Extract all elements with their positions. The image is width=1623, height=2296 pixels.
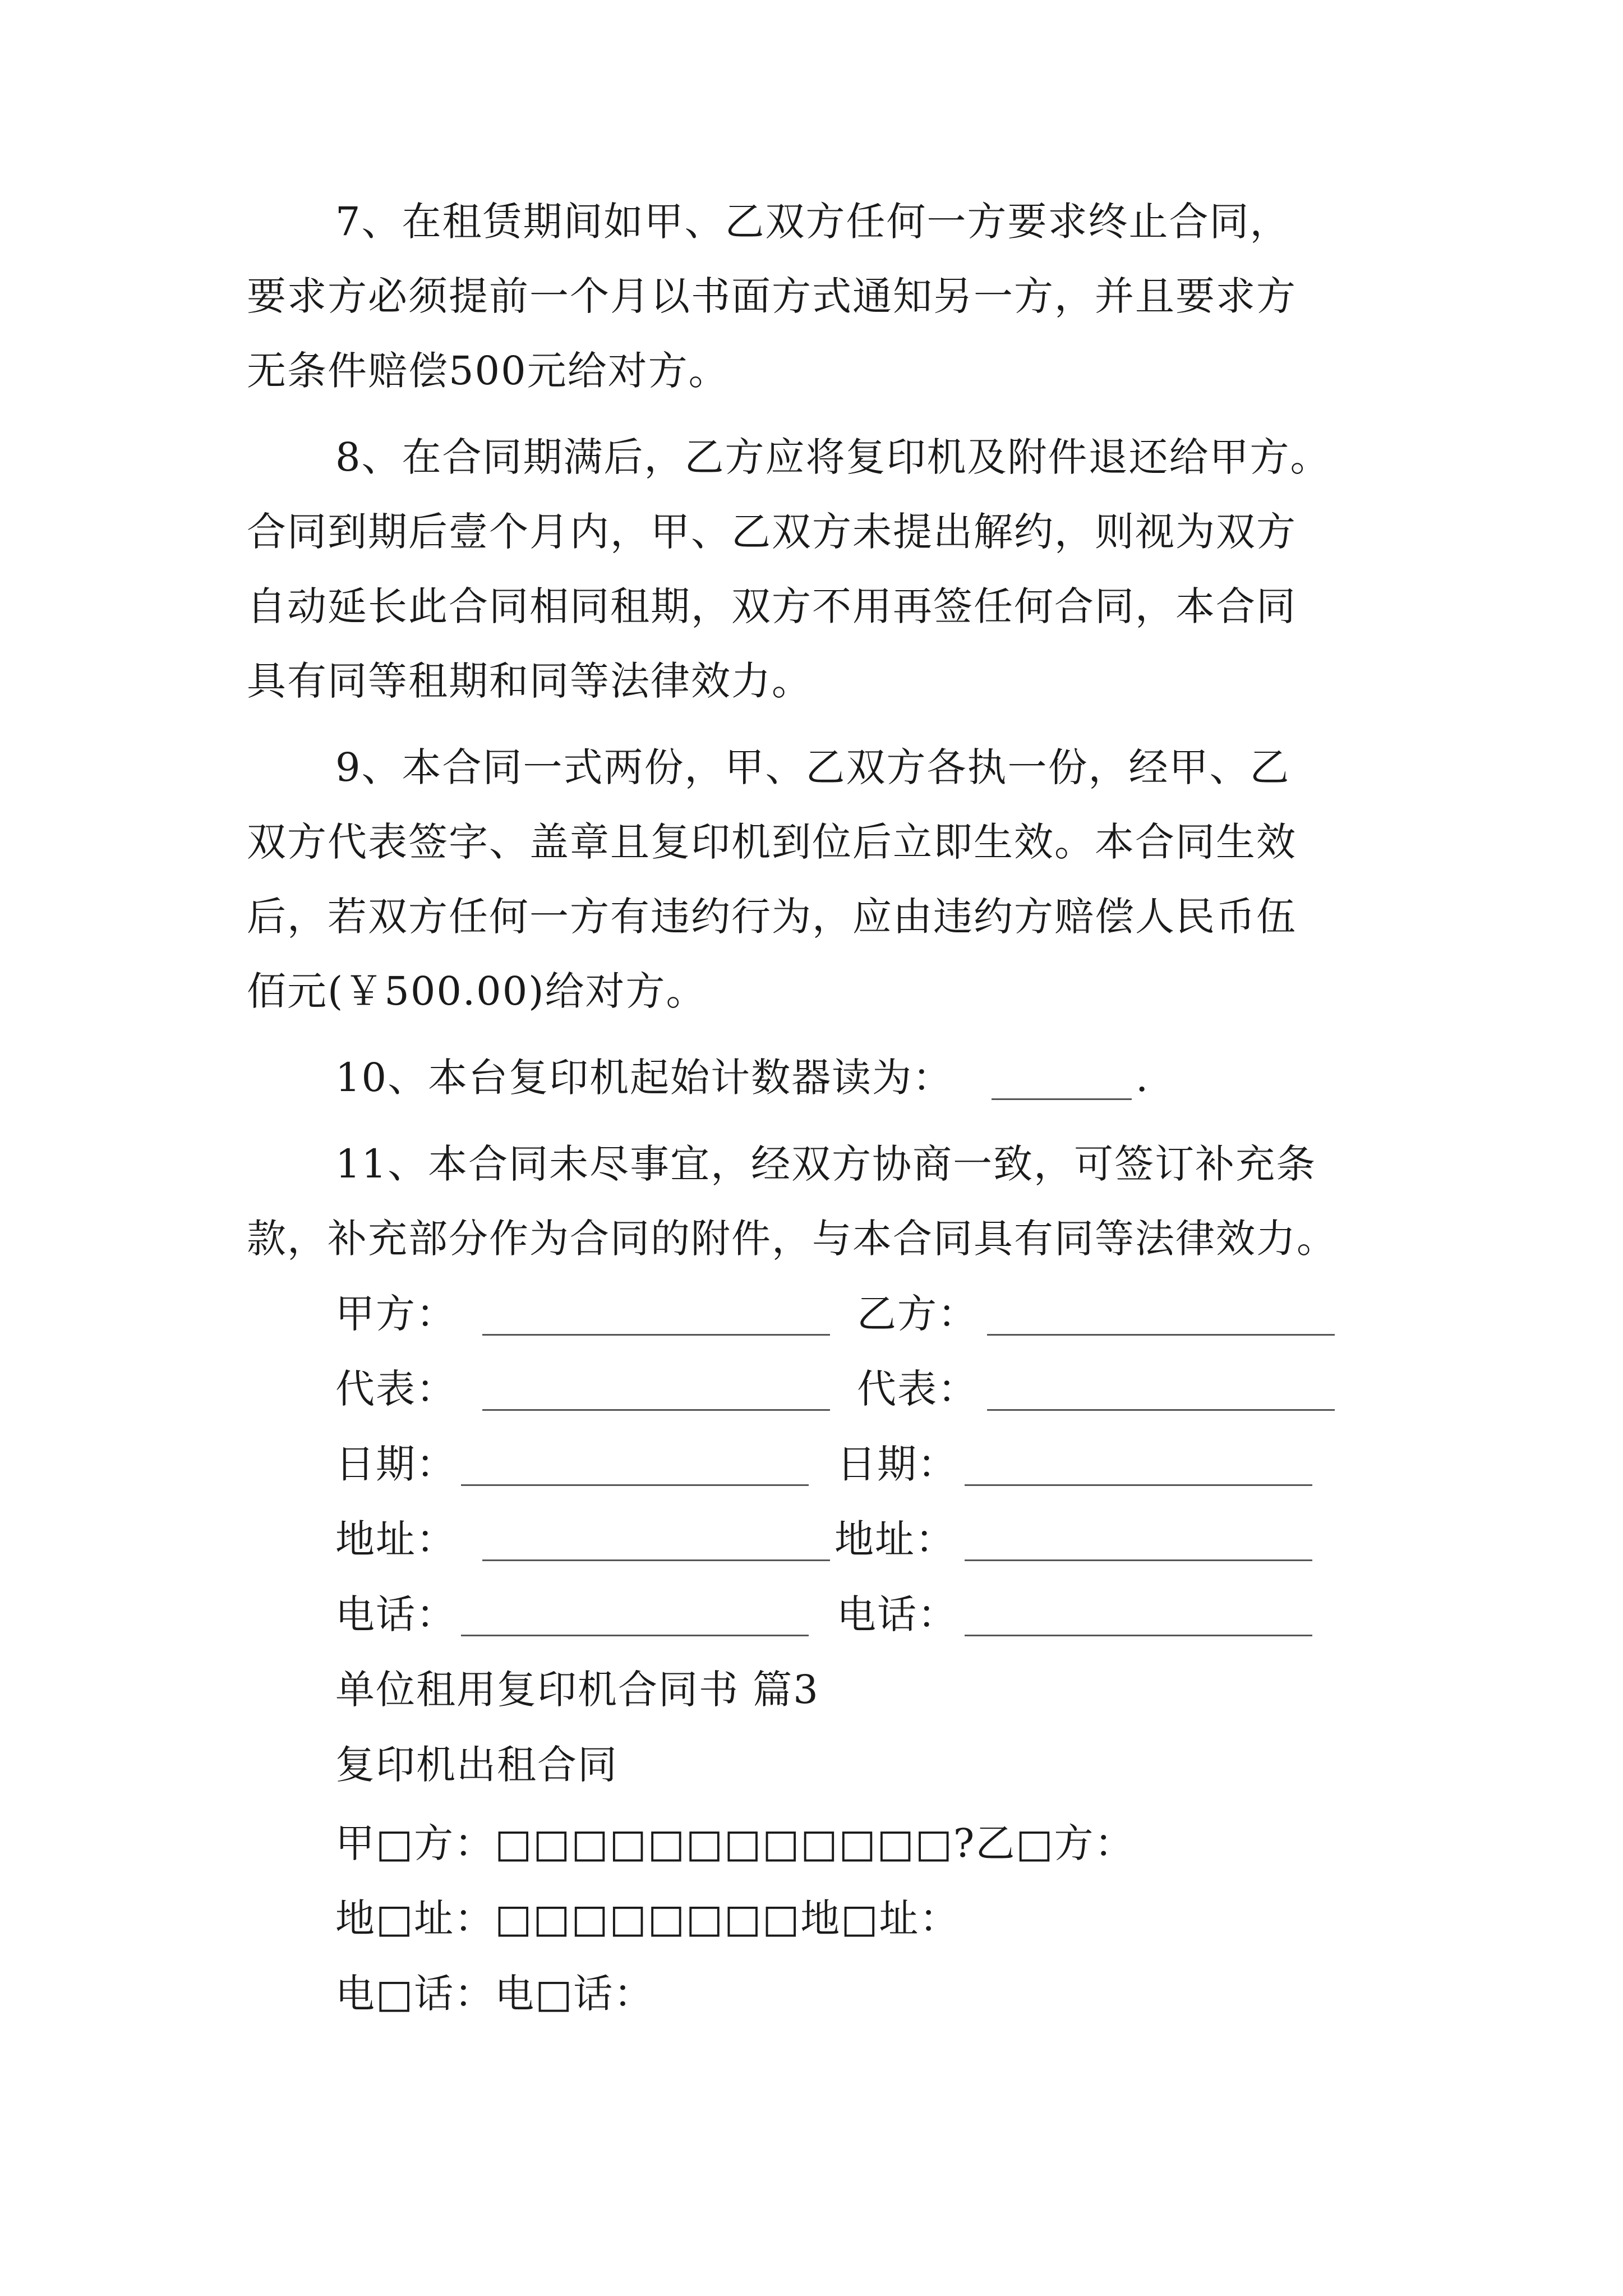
address-a-label: 地址： bbox=[335, 1516, 457, 1562]
clause-8-line-3: 自动延长此合同相同租期，双方不用再签任何合同，本合同 bbox=[247, 583, 1297, 629]
clause-10-line: 10、本台复印机起始计数器读为： bbox=[335, 1055, 953, 1101]
section-3-phone-row: 电□话：电□话： bbox=[335, 1971, 654, 2017]
phone-b-label: 电话： bbox=[837, 1591, 958, 1637]
date-a-label: 日期： bbox=[335, 1441, 457, 1487]
rep-b-blank bbox=[987, 1409, 1335, 1411]
clause-11-line-1: 11、本合同未尽事宜，经双方协商一致，可签订补充条 bbox=[335, 1141, 1317, 1187]
phone-b-blank bbox=[965, 1635, 1312, 1636]
rep-a-label: 代表： bbox=[335, 1366, 457, 1412]
section-3-title: 复印机出租合同 bbox=[335, 1742, 618, 1788]
clause-7-line-2: 要求方必须提前一个月以书面方式通知另一方，并且要求方 bbox=[247, 273, 1297, 319]
clause-8-line-4: 具有同等租期和同等法律效力。 bbox=[247, 658, 812, 704]
rep-a-blank bbox=[482, 1409, 830, 1411]
section-3-heading: 单位租用复印机合同书 篇3 bbox=[335, 1667, 819, 1713]
clause-9-line-1: 9、本合同一式两份，甲、乙双方各执一份，经甲、乙 bbox=[335, 744, 1290, 790]
section-3-parties-row: 甲□方：□□□□□□□□□□□□?乙□方： bbox=[335, 1820, 1135, 1866]
address-b-blank bbox=[965, 1559, 1312, 1561]
rep-b-label: 代表： bbox=[857, 1366, 978, 1412]
clause-8-line-1: 8、在合同期满后，乙方应将复印机及附件退还给甲方。 bbox=[335, 434, 1331, 480]
counter-reading-blank bbox=[992, 1098, 1132, 1100]
phone-a-label: 电话： bbox=[335, 1591, 457, 1637]
clause-9-line-2: 双方代表签字、盖章且复印机到位后立即生效。本合同生效 bbox=[247, 819, 1297, 865]
clause-11-line-2: 款，补充部分作为合同的附件，与本合同具有同等法律效力。 bbox=[247, 1216, 1337, 1262]
clause-7-line-1: 7、在租赁期间如甲、乙双方任何一方要求终止合同， bbox=[335, 199, 1290, 245]
address-b-label: 地址： bbox=[834, 1516, 956, 1562]
clause-10-period: . bbox=[1136, 1055, 1150, 1101]
clause-8-line-2: 合同到期后壹个月内，甲、乙双方未提出解约，则视为双方 bbox=[247, 509, 1297, 555]
phone-a-blank bbox=[461, 1635, 809, 1636]
date-a-blank bbox=[461, 1484, 809, 1486]
party-b-label: 乙方： bbox=[857, 1291, 978, 1337]
party-a-blank bbox=[482, 1334, 830, 1336]
section-3-address-row: 地□址：□□□□□□□□地□址： bbox=[335, 1895, 960, 1941]
date-b-blank bbox=[965, 1484, 1312, 1486]
party-a-label: 甲方： bbox=[335, 1291, 457, 1337]
party-b-blank bbox=[987, 1334, 1335, 1336]
clause-7-line-3: 无条件赔偿500元给对方。 bbox=[247, 348, 729, 394]
date-b-label: 日期： bbox=[837, 1441, 958, 1487]
address-a-blank bbox=[482, 1559, 830, 1561]
clause-9-line-3: 后，若双方任何一方有违约行为，应由违约方赔偿人民币伍 bbox=[247, 894, 1297, 940]
clause-9-line-4: 佰元(￥500.00)给对方。 bbox=[247, 968, 707, 1014]
